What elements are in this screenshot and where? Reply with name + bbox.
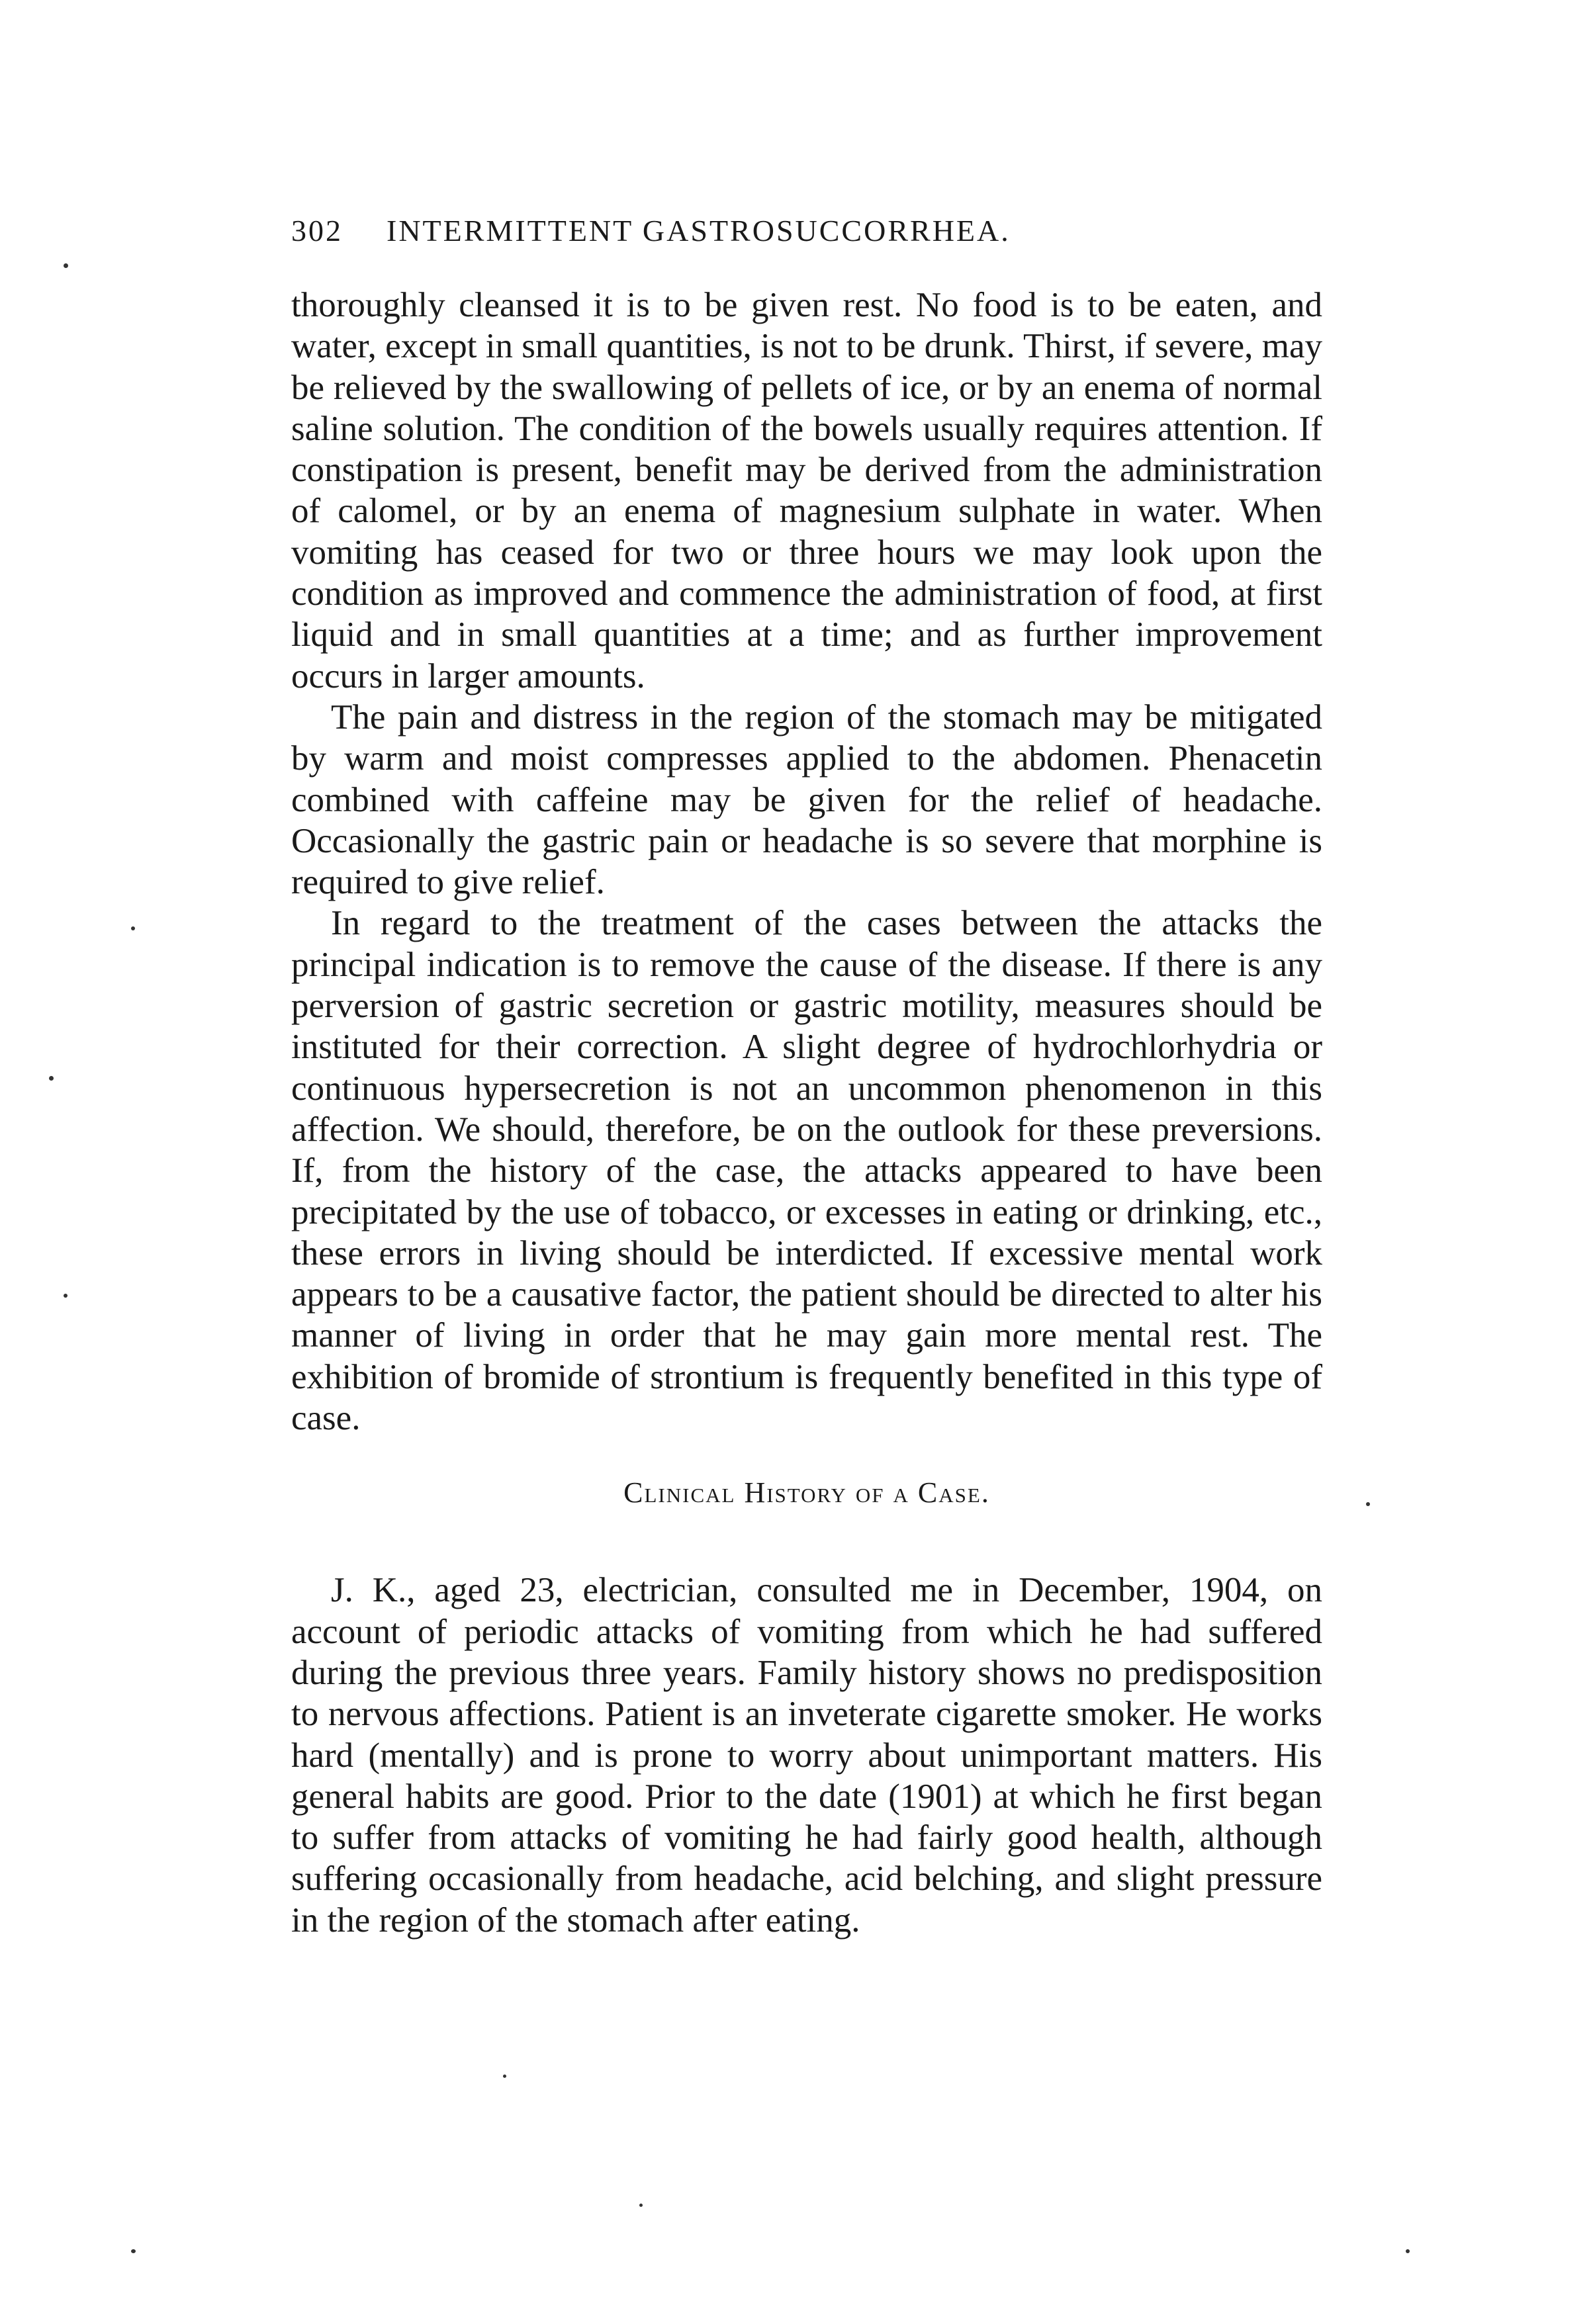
scan-speck (639, 2204, 643, 2207)
page-number: 302 (291, 214, 343, 247)
running-head (291, 213, 1324, 266)
section-heading: Clinical History of a Case. (623, 1476, 990, 1509)
scan-speck (64, 1294, 68, 1298)
scan-speck (131, 926, 135, 930)
running-title: INTERMITTENT GASTROSUCCORRHEA. (387, 214, 1011, 247)
paragraph-pain-relief: The pain and distress in the region of the stomach may be mitigated by warm and moist compresses applied to the abdomen. Phenacetin combined with caffeine may be given for the relief of headache. Occasionally the gastric pain or headache is so severe that morphine is required to give relief. (291, 697, 1322, 902)
scan-speck (131, 2249, 136, 2253)
body-text (291, 285, 1322, 1941)
scan-speck (1406, 2249, 1410, 2253)
paragraph-case-history: J. K., aged 23, electrician, consulted me in December, 1904, on account of periodic attacks of vomiting from which he had suffered during the previous three years. Family history shows no predisposition to nervous affections. Patient is an inveterate cigarette smoker. He works hard (mentally) and is prone to worry about unimportant matters. His general habits are good. Prior to the date (1901) at which he first began to suffer from attacks of vomiting he had fairly good health, although suffering occasionally from headache, acid belching, and slight pressure in the region of the stomach after eating. (291, 1571, 1322, 1940)
scan-speck (49, 1076, 54, 1081)
paragraph-interval-treatment: In regard to the treatment of the cases between the attacks the principal indication is to remove the cause of the disease. If there is any perversion of gastric secretion or gastric motility, measures should be instituted for their correction. A slight degree of hydrochlorhydria or continuous hypersecretion is not an uncommon phenomenon in this affection. We should, therefore, be on the outlook for these preversions. If, from the history of the case, the attacks appeared to have been precipitated by the use of tobacco, or excesses in eating or drinking, etc., these errors in living should be interdicted. If excessive mental work appears to be a causative factor, the patient should be directed to alter his manner of living in order that he may gain more mental rest. The exhibition of bromide of strontium is frequently benefited in this type of case. (291, 904, 1322, 1438)
scan-speck (503, 2075, 506, 2078)
scan-speck (1366, 1502, 1370, 1506)
scan-speck (64, 263, 68, 268)
paragraph-treatment-rest: thoroughly cleansed it is to be given rest. No food is to be eaten, and water, except in small quantities, is not to be drunk. Thirst, if severe, may be relieved by the swallowing of pellets of ice, or by an enema of normal saline solution. The condition of the bowels usually requires attention. If constipation is present, benefit may be derived from the administration of calomel, or by an enema of magnesium sulphate in water. When vomiting has ceased for two or three hours we may look upon the condition as improved and commence the administration of food, at first liquid and in small quantities at a time; and as further improvement occurs in larger amounts. (291, 286, 1322, 695)
